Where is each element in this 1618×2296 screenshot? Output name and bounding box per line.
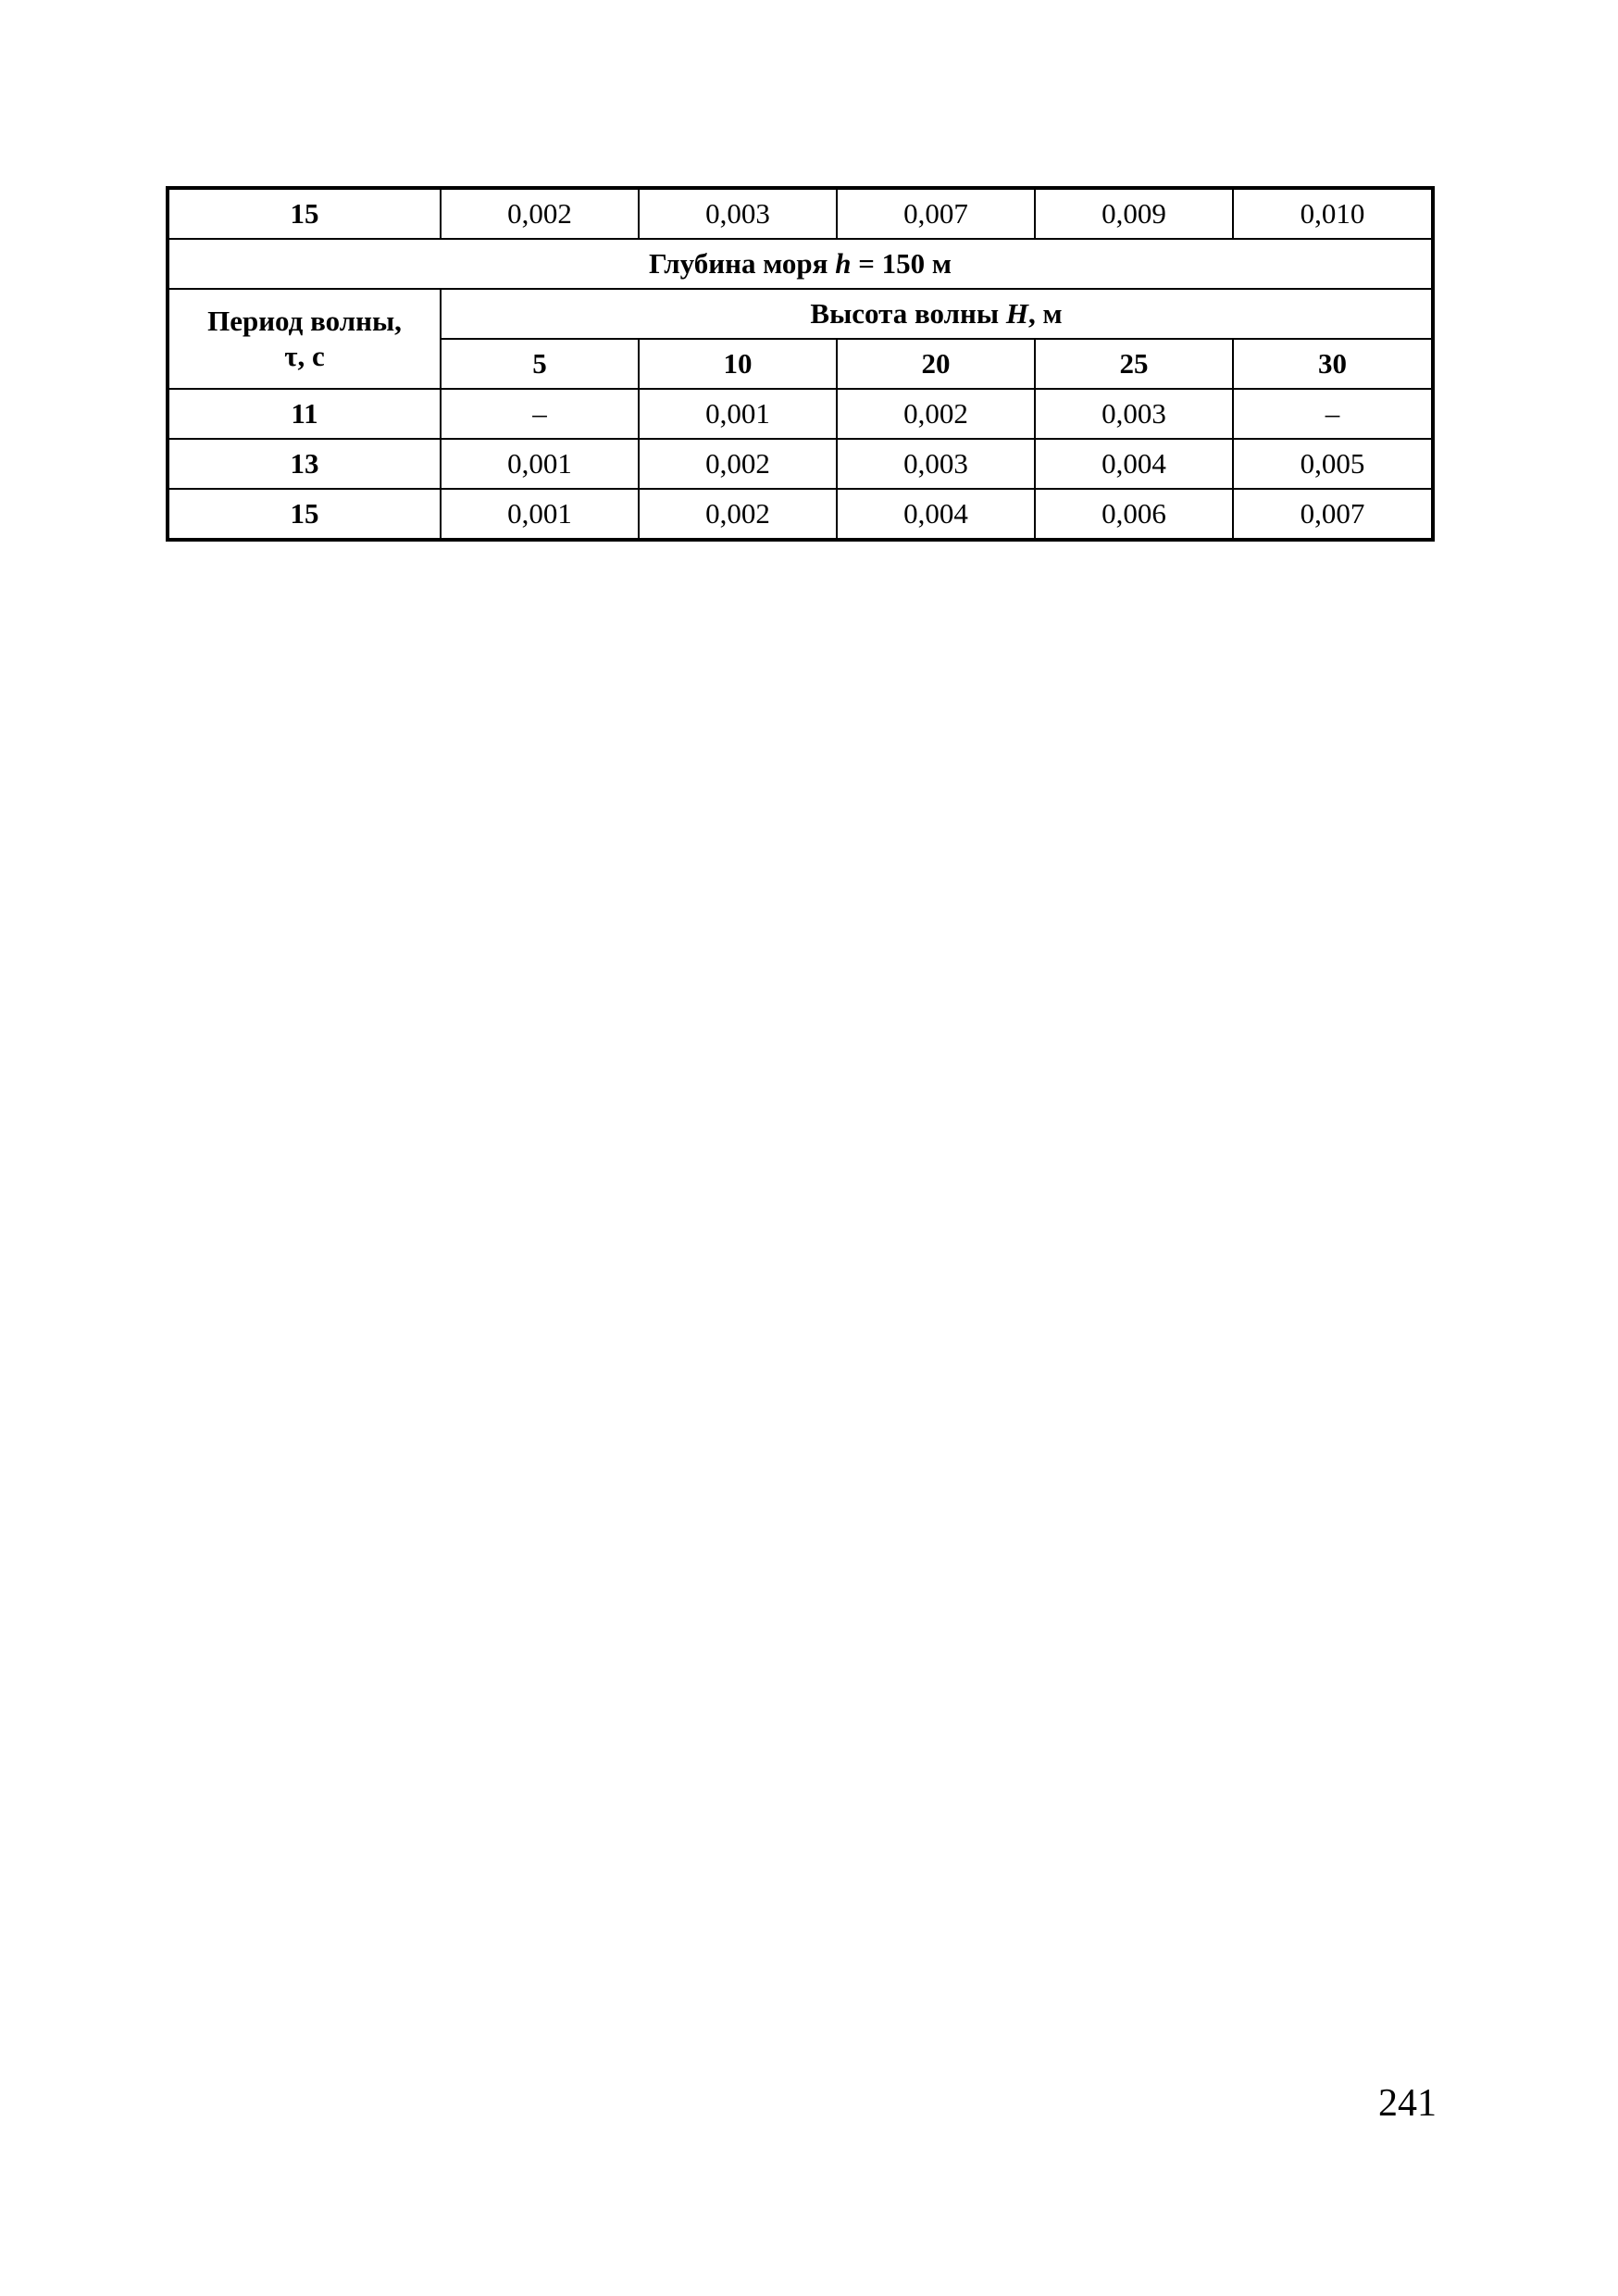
height-header-cell: 25 xyxy=(1035,339,1233,389)
period-column-header xyxy=(168,289,441,389)
height-header-cell: 10 xyxy=(639,339,837,389)
period-cell: 15 xyxy=(168,188,441,239)
table-row xyxy=(168,439,1433,489)
value-cell: 0,001 xyxy=(441,439,639,489)
period-cell: 11 xyxy=(168,389,441,439)
value-cell: 0,003 xyxy=(1035,389,1233,439)
period-cell: 15 xyxy=(168,489,441,540)
column-header-row xyxy=(168,289,1433,339)
page-number: 241 xyxy=(1378,2082,1437,2125)
value-cell: 0,004 xyxy=(1035,439,1233,489)
value-cell: 0,002 xyxy=(837,389,1035,439)
value-cell: 0,007 xyxy=(837,188,1035,239)
depth-section-header xyxy=(168,239,1433,289)
value-cell: 0,009 xyxy=(1035,188,1233,239)
value-cell: 0,007 xyxy=(1233,489,1433,540)
value-cell: 0,010 xyxy=(1233,188,1433,239)
value-cell: 0,002 xyxy=(639,489,837,540)
period-cell: 13 xyxy=(168,439,441,489)
value-cell: – xyxy=(1233,389,1433,439)
value-cell: 0,005 xyxy=(1233,439,1433,489)
wave-height-header xyxy=(441,289,1433,339)
value-cell: 0,003 xyxy=(639,188,837,239)
value-cell: – xyxy=(441,389,639,439)
period-label-line1: Период волны, xyxy=(207,305,402,337)
value-cell: 0,002 xyxy=(441,188,639,239)
depth-variable: h xyxy=(835,247,852,280)
wave-data-table xyxy=(166,186,1435,542)
period-label-line2: τ, с xyxy=(284,340,325,372)
height-header-cell: 30 xyxy=(1233,339,1433,389)
height-variable: H xyxy=(1005,297,1028,330)
height-label-prefix: Высота волны xyxy=(810,297,1006,330)
table-row xyxy=(168,489,1433,540)
value-cell: 0,001 xyxy=(639,389,837,439)
table-row xyxy=(168,188,1433,239)
depth-label-prefix: Глубина моря xyxy=(649,247,836,280)
table-row xyxy=(168,389,1433,439)
value-cell: 0,003 xyxy=(837,439,1035,489)
depth-label-suffix: = 150 м xyxy=(851,247,952,280)
value-cell: 0,001 xyxy=(441,489,639,540)
height-header-cell: 5 xyxy=(441,339,639,389)
value-cell: 0,002 xyxy=(639,439,837,489)
height-label-suffix: , м xyxy=(1027,297,1063,330)
section-header-row xyxy=(168,239,1433,289)
height-header-cell: 20 xyxy=(837,339,1035,389)
value-cell: 0,006 xyxy=(1035,489,1233,540)
value-cell: 0,004 xyxy=(837,489,1035,540)
